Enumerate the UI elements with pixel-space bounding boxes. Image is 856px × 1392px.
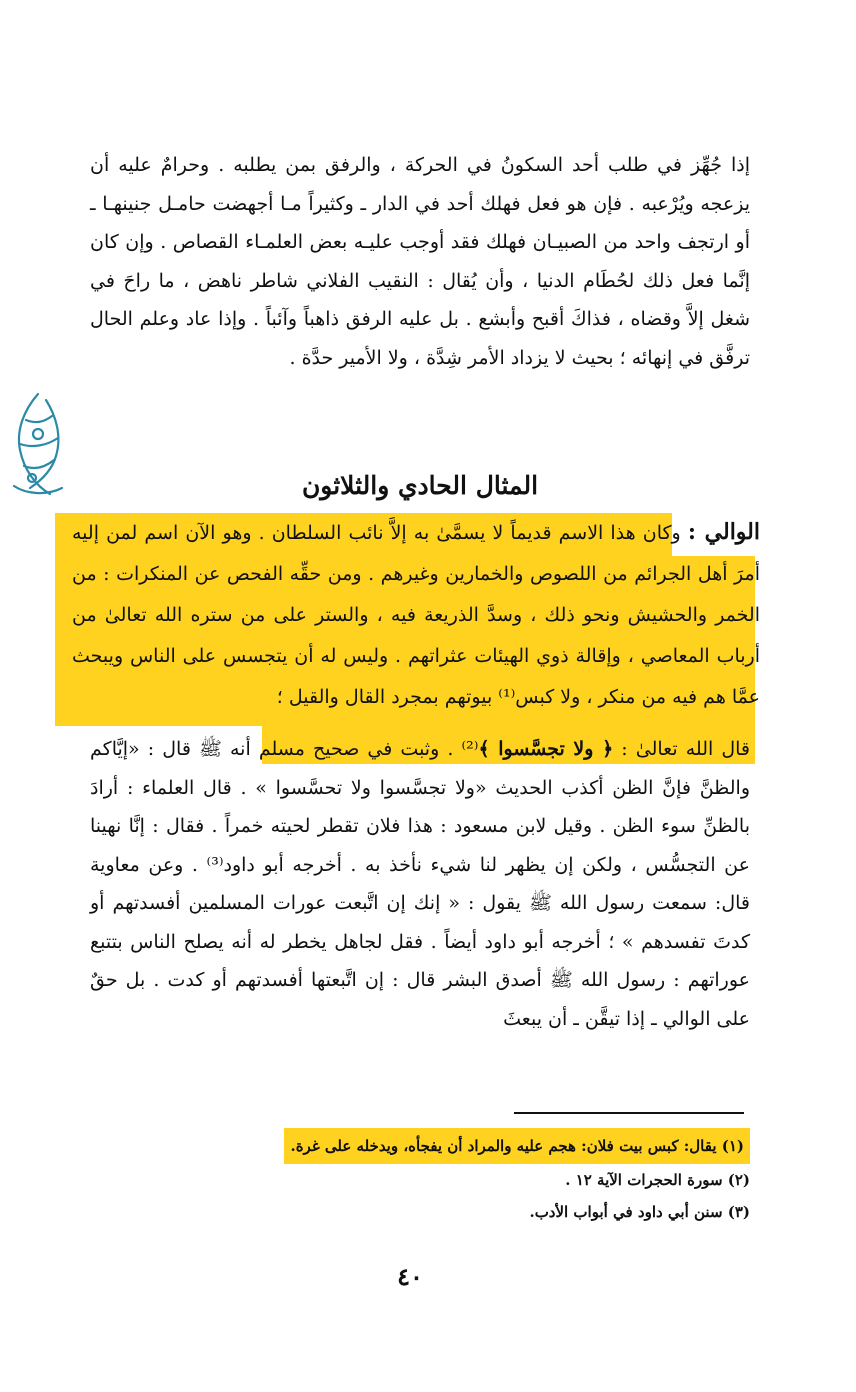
continuation-paragraph [90, 730, 750, 1038]
footnote-1-text: (١) يقال: كبس بيت فلان: هجم عليه والمراد أن يفجأه، ويدخله على غرة. [284, 1128, 750, 1164]
quran-lead: قال الله تعالىٰ : [621, 738, 751, 760]
page-number: ٤٠ [397, 1262, 423, 1291]
footnote-3: (٣) سنن أبي داود في أبواب الأدب. [529, 1203, 750, 1221]
footnote-2: (٢) سورة الحجرات الآية ١٢ . [565, 1171, 750, 1189]
section-heading: المثال الحادي والثلاثون [301, 471, 539, 500]
footnote-1 [240, 1128, 750, 1164]
highlighted-text: وكان هذا الاسم قديماً لا يسمَّىٰ به إلاَّ نائب السلطان . وهو الآن اسم لمن إليه أمرَ أهل الجرائم من اللصوص والخمارين وغيرهم . ومن حقِّه الفحص عن المنكرات : من الخمر والحشيش ونحو ذلك ، وسدَّ الذريعة فيه ، والستر على من ستره الله تعالىٰ من أرباب المعاصي ، وإقالة ذوي الهيئات عثراتهم . وليس له أن يتجسس على الناس ويبحث عمَّا هم فيه من منكر ، ولا كبس⁽¹⁾ بيوتهم بمجرد القال والقيل ؛ [72, 522, 760, 708]
footnote-divider [514, 1112, 744, 1114]
intro-paragraph: إذا جُهِّز في طلب أحد السكونُ في الحركة ، والرفق بمن يطلبه . وحرامٌ عليه أن يزعجه ويُرْعبه . فإن هو فعل فهلك أحد في الدار ـ وكثيراً مـا أجهضت حامـل جنينهـا ـ أو ارتجف واحد من الصبيـان فهلك فقد أوجب عليـه بعض العلمـاء القصاص . وإن كان إنَّما فعل ذلك لحُطَام الدنيا ، وأن يُقال : النقيب الفلاني شاطر ناهض ، ما راحَ في شغل إلاَّ وقضاه ، فذاكَ أقبح وأبشع . بل عليه الرفق ذاهباً وآئباً . وإذا عاد وعلم الحال ترفَّق في إنهائه ؛ بحيث لا يزداد الأمر شِدَّة ، ولا الأمير حدَّة . [90, 154, 750, 369]
continuation-paragraph-block [90, 730, 750, 1038]
publisher-logo-icon [6, 390, 70, 500]
highlighted-paragraph [72, 512, 760, 718]
quran-quote: ﴿ ولا تجسَّسوا ﴾ [478, 738, 614, 760]
defined-term: الوالي : [687, 519, 760, 545]
highlighted-paragraph-block [72, 512, 760, 718]
footnotes [240, 1128, 750, 1228]
continuation-text: ⁽²⁾ . وثبت في صحيح مسلم أنه ﷺ قال : «إيَّاكم والظنَّ فإنَّ الظن أكذب الحديث «ولا تجسَّسوا ولا تحسَّسوا » . قال العلماء : أرادَ بالظنِّ سوء الظن . وقيل لابن مسعود : هذا فلان تقطر لحيته خمراً . فقال : إنَّا نهينا عن التجسُّس ، ولكن إن يظهر لنا شيء نأخذ به . أخرجه أبو داود⁽³⁾ . وعن معاوية قال: سمعت رسول الله ﷺ يقول : « إنك إن اتَّبعت عورات المسلمين أفسدتهم أو كدتَ تفسدهم » ؛ أخرجه أبو داود أيضاً . فقل لجاهل يخطر له أنه يصلح الناس بتتبع عوراتهم : رسول الله ﷺ أصدق البشر قال : إن اتَّبعتها أفسدتهم أو كدت . بل حقٌ على الوالي ـ إذا تيقَّن ـ أن يبعثَ [90, 738, 750, 1030]
intro-paragraph-block [90, 146, 750, 377]
